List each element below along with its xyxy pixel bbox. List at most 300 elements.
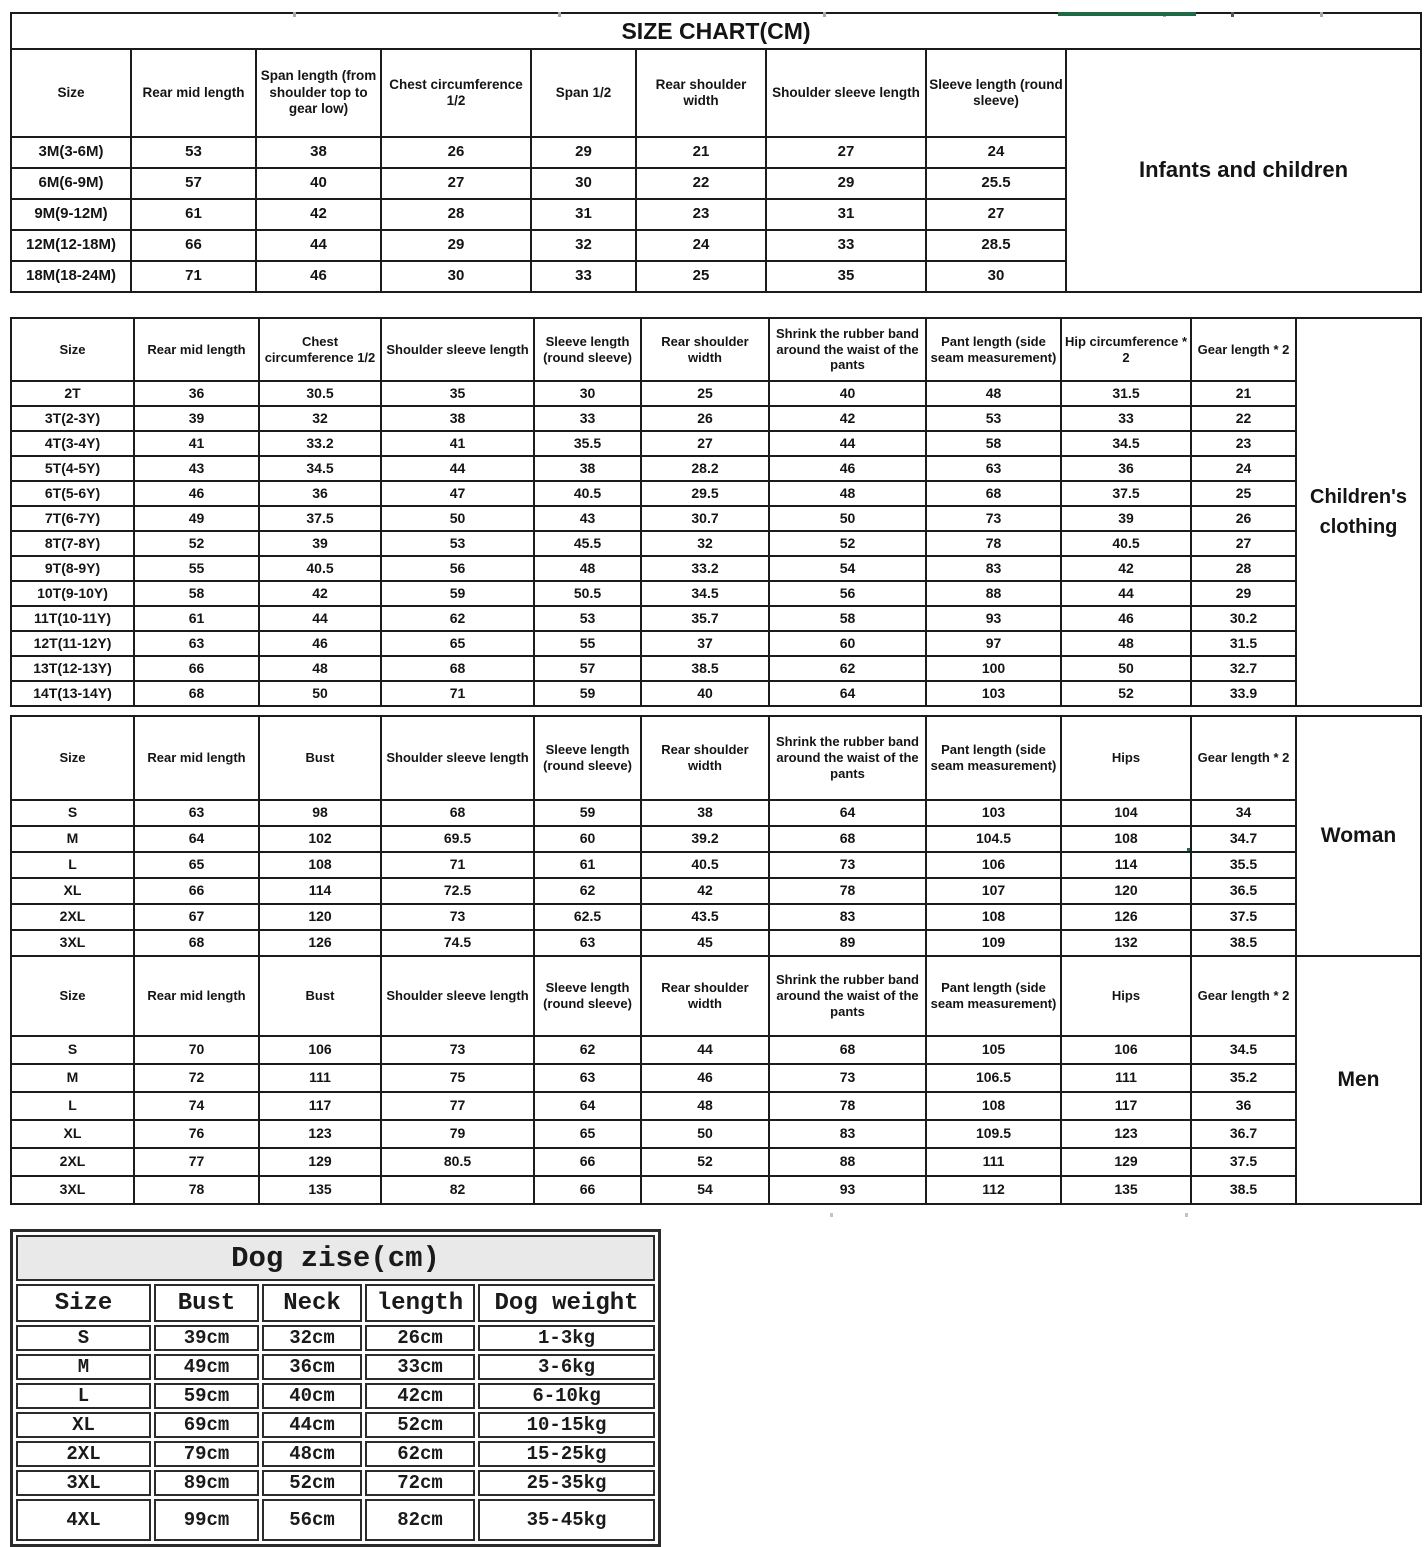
cell: 59	[381, 581, 534, 606]
cell: 37.5	[259, 506, 381, 531]
cell: 30	[926, 261, 1066, 292]
column-header: Rear shoulder width	[641, 716, 769, 800]
cell: 59cm	[154, 1383, 259, 1409]
cell: 56	[769, 581, 926, 606]
cell: 42	[769, 406, 926, 431]
cell: 26cm	[365, 1325, 475, 1351]
cell: 33.9	[1191, 681, 1296, 706]
size-cell: L	[16, 1383, 151, 1409]
cell: 93	[769, 1176, 926, 1204]
cell: 45	[641, 930, 769, 956]
cell: 28.2	[641, 456, 769, 481]
column-header: Dog weight	[478, 1284, 655, 1322]
cell: 42	[641, 878, 769, 904]
cell: 39	[259, 531, 381, 556]
cell: 50	[381, 506, 534, 531]
cell: 80.5	[381, 1148, 534, 1176]
cell: 69cm	[154, 1412, 259, 1438]
cell: 37.5	[1191, 904, 1296, 930]
column-header: Hips	[1061, 716, 1191, 800]
cell: 66	[534, 1148, 641, 1176]
cell: 44	[256, 230, 381, 261]
cell: 47	[381, 481, 534, 506]
cell: 52	[1061, 681, 1191, 706]
size-cell: M	[16, 1354, 151, 1380]
cell: 112	[926, 1176, 1061, 1204]
cell: 34.5	[1191, 1036, 1296, 1064]
cell: 23	[1191, 431, 1296, 456]
column-header: Rear mid length	[134, 716, 259, 800]
size-cell: S	[11, 800, 134, 826]
cell: 135	[1061, 1176, 1191, 1204]
cell: 64	[534, 1092, 641, 1120]
cell: 98	[259, 800, 381, 826]
cell: 34	[1191, 800, 1296, 826]
cell: 103	[926, 681, 1061, 706]
size-cell: 2T	[11, 381, 134, 406]
cell: 26	[381, 137, 531, 168]
cell: 54	[641, 1176, 769, 1204]
cell: 42	[256, 199, 381, 230]
cell: 106	[926, 852, 1061, 878]
cell: 25	[636, 261, 766, 292]
cell: 57	[534, 656, 641, 681]
cell: 27	[1191, 531, 1296, 556]
cell: 77	[381, 1092, 534, 1120]
cell: 37.5	[1191, 1148, 1296, 1176]
cell: 114	[1061, 852, 1191, 878]
gridline-tick	[1320, 12, 1323, 17]
size-cell: L	[11, 1092, 134, 1120]
column-header: Shrink the rubber band around the waist of the pants	[769, 318, 926, 381]
cell: 61	[534, 852, 641, 878]
size-cell: 14T(13-14Y)	[11, 681, 134, 706]
cell: 78	[769, 878, 926, 904]
size-cell: 2XL	[11, 904, 134, 930]
cell: 44cm	[262, 1412, 362, 1438]
cell: 35.5	[534, 431, 641, 456]
column-header: Size	[11, 49, 131, 137]
cell: 29	[381, 230, 531, 261]
cell: 38.5	[641, 656, 769, 681]
cell: 33	[766, 230, 926, 261]
cell: 83	[926, 556, 1061, 581]
cell: 24	[1191, 456, 1296, 481]
cell: 63	[534, 930, 641, 956]
size-cell: 8T(7-8Y)	[11, 531, 134, 556]
cell: 50.5	[534, 581, 641, 606]
column-header: Bust	[259, 956, 381, 1036]
size-cell: XL	[16, 1412, 151, 1438]
dog-table-title: Dog zise(cm)	[16, 1235, 655, 1281]
cell: 63	[134, 631, 259, 656]
column-header: Shrink the rubber band around the waist of the pants	[769, 716, 926, 800]
group-label-woman: Woman	[1296, 716, 1421, 956]
column-header: Sleeve length (round sleeve)	[534, 956, 641, 1036]
cell: 10-15kg	[478, 1412, 655, 1438]
cell: 36	[259, 481, 381, 506]
cell: 82	[381, 1176, 534, 1204]
cell: 52	[134, 531, 259, 556]
cell: 62	[534, 1036, 641, 1064]
cell: 30	[531, 168, 636, 199]
group-label-men: Men	[1296, 956, 1421, 1204]
cell: 34.5	[641, 581, 769, 606]
gridline-tick	[823, 12, 826, 17]
cell: 15-25kg	[478, 1441, 655, 1467]
column-header: Size	[16, 1284, 151, 1322]
cell: 52cm	[365, 1412, 475, 1438]
cell: 68	[926, 481, 1061, 506]
cell: 72.5	[381, 878, 534, 904]
cell: 67	[134, 904, 259, 930]
cell: 29.5	[641, 481, 769, 506]
cell: 31	[766, 199, 926, 230]
column-header: Pant length (side seam measurement)	[926, 716, 1061, 800]
cell: 53	[381, 531, 534, 556]
cell: 30	[381, 261, 531, 292]
cell: 89	[769, 930, 926, 956]
cell: 71	[381, 852, 534, 878]
cell: 62.5	[534, 904, 641, 930]
cell: 48	[1061, 631, 1191, 656]
column-header: Pant length (side seam measurement)	[926, 318, 1061, 381]
cell: 33	[1061, 406, 1191, 431]
cell: 26	[641, 406, 769, 431]
cell: 126	[1061, 904, 1191, 930]
cell: 46	[1061, 606, 1191, 631]
cell: 114	[259, 878, 381, 904]
cell: 32	[531, 230, 636, 261]
cell: 36	[1191, 1092, 1296, 1120]
cell: 123	[259, 1120, 381, 1148]
children-size-table	[10, 317, 1422, 707]
cell: 68	[381, 656, 534, 681]
cell: 34.5	[1061, 431, 1191, 456]
cell: 61	[131, 199, 256, 230]
cell: 38	[641, 800, 769, 826]
cell: 126	[259, 930, 381, 956]
cell: 106	[1061, 1036, 1191, 1064]
cell: 57	[131, 168, 256, 199]
cell: 32cm	[262, 1325, 362, 1351]
cell: 26	[1191, 506, 1296, 531]
column-header: Rear shoulder width	[641, 318, 769, 381]
cell: 27	[641, 431, 769, 456]
cell: 31.5	[1061, 381, 1191, 406]
cell: 69.5	[381, 826, 534, 852]
cell: 103	[926, 800, 1061, 826]
cell: 27	[381, 168, 531, 199]
cell: 88	[769, 1148, 926, 1176]
cell: 44	[1061, 581, 1191, 606]
cell: 38.5	[1191, 1176, 1296, 1204]
column-header: Sleeve length (round sleeve)	[926, 49, 1066, 137]
cell: 55	[134, 556, 259, 581]
cell: 58	[769, 606, 926, 631]
cell: 129	[1061, 1148, 1191, 1176]
column-header: Bust	[259, 716, 381, 800]
cell: 50	[641, 1120, 769, 1148]
cell: 93	[926, 606, 1061, 631]
size-cell: 13T(12-13Y)	[11, 656, 134, 681]
column-header: Shoulder sleeve length	[381, 716, 534, 800]
cell: 24	[926, 137, 1066, 168]
cell: 54	[769, 556, 926, 581]
cell: 40	[641, 681, 769, 706]
cell: 25.5	[926, 168, 1066, 199]
gridline-tick	[830, 1213, 833, 1217]
cell: 40.5	[1061, 531, 1191, 556]
gridline-tick	[293, 12, 296, 17]
cell: 63	[926, 456, 1061, 481]
column-header: Hip circumference * 2	[1061, 318, 1191, 381]
cell: 108	[926, 904, 1061, 930]
cell: 68	[381, 800, 534, 826]
cell: 40	[769, 381, 926, 406]
column-header: length	[365, 1284, 475, 1322]
cell: 45.5	[534, 531, 641, 556]
cell: 30.7	[641, 506, 769, 531]
cell: 64	[769, 800, 926, 826]
cell: 109.5	[926, 1120, 1061, 1148]
column-header: Chest circumference 1/2	[259, 318, 381, 381]
cell: 82cm	[365, 1499, 475, 1541]
column-header: Sleeve length (round sleeve)	[534, 318, 641, 381]
size-cell: 18M(18-24M)	[11, 261, 131, 292]
cell: 53	[131, 137, 256, 168]
column-header: Span 1/2	[531, 49, 636, 137]
size-cell: L	[11, 852, 134, 878]
size-cell: 12M(12-18M)	[11, 230, 131, 261]
cell: 79cm	[154, 1441, 259, 1467]
cell: 62	[534, 878, 641, 904]
cell: 49cm	[154, 1354, 259, 1380]
cell: 135	[259, 1176, 381, 1204]
cell: 99cm	[154, 1499, 259, 1541]
cell: 29	[1191, 581, 1296, 606]
size-cell: 5T(4-5Y)	[11, 456, 134, 481]
cell: 68	[769, 826, 926, 852]
cell: 28.5	[926, 230, 1066, 261]
cell: 40cm	[262, 1383, 362, 1409]
cell: 40.5	[259, 556, 381, 581]
cell: 40	[256, 168, 381, 199]
cell: 50	[769, 506, 926, 531]
cell: 68	[769, 1036, 926, 1064]
cell: 78	[134, 1176, 259, 1204]
men-size-table	[10, 955, 1422, 1205]
cell: 1-3kg	[478, 1325, 655, 1351]
gridline-tick	[1185, 1213, 1188, 1217]
cell: 38	[534, 456, 641, 481]
column-header: Gear length * 2	[1191, 318, 1296, 381]
cell: 72cm	[365, 1470, 475, 1496]
cell: 6-10kg	[478, 1383, 655, 1409]
size-cell: M	[11, 1064, 134, 1092]
group-label-infants: Infants and children	[1066, 49, 1421, 292]
cell: 44	[381, 456, 534, 481]
cell: 41	[134, 431, 259, 456]
cell: 22	[1191, 406, 1296, 431]
cell: 43	[534, 506, 641, 531]
cell: 68	[134, 681, 259, 706]
cell: 32.7	[1191, 656, 1296, 681]
cell: 35	[381, 381, 534, 406]
cell: 36.5	[1191, 878, 1296, 904]
cell: 60	[769, 631, 926, 656]
size-cell: 12T(11-12Y)	[11, 631, 134, 656]
cell: 53	[534, 606, 641, 631]
cell: 104	[1061, 800, 1191, 826]
size-cell: XL	[11, 878, 134, 904]
column-header: Span length (from shoulder top to gear low)	[256, 49, 381, 137]
gridline-tick	[1231, 12, 1234, 17]
cell: 35	[766, 261, 926, 292]
cell: 120	[259, 904, 381, 930]
size-cell: 7T(6-7Y)	[11, 506, 134, 531]
cell: 74	[134, 1092, 259, 1120]
cell: 111	[926, 1148, 1061, 1176]
cell: 89cm	[154, 1470, 259, 1496]
cell: 44	[259, 606, 381, 631]
cell: 36cm	[262, 1354, 362, 1380]
cell: 66	[134, 878, 259, 904]
column-header: Neck	[262, 1284, 362, 1322]
size-cell: M	[11, 826, 134, 852]
cell: 30	[534, 381, 641, 406]
cell: 65	[381, 631, 534, 656]
cell: 41	[381, 431, 534, 456]
size-cell: 4XL	[16, 1499, 151, 1541]
cell: 66	[534, 1176, 641, 1204]
cell: 42	[1061, 556, 1191, 581]
column-header: Rear mid length	[134, 956, 259, 1036]
cell: 52cm	[262, 1470, 362, 1496]
cell: 35.2	[1191, 1064, 1296, 1092]
cell: 106	[259, 1036, 381, 1064]
dog-size-table	[10, 1229, 661, 1547]
cell: 48cm	[262, 1441, 362, 1467]
cell: 63	[134, 800, 259, 826]
cell: 78	[926, 531, 1061, 556]
column-header: Gear length * 2	[1191, 716, 1296, 800]
cell: 33cm	[365, 1354, 475, 1380]
cell: 34.5	[259, 456, 381, 481]
cell: 31.5	[1191, 631, 1296, 656]
cell: 108	[926, 1092, 1061, 1120]
size-cell: 11T(10-11Y)	[11, 606, 134, 631]
cell: 60	[534, 826, 641, 852]
column-header: Size	[11, 318, 134, 381]
cell: 30.5	[259, 381, 381, 406]
cell: 46	[134, 481, 259, 506]
cell: 46	[259, 631, 381, 656]
cell: 76	[134, 1120, 259, 1148]
column-header: Size	[11, 716, 134, 800]
cell: 70	[134, 1036, 259, 1064]
column-header: Bust	[154, 1284, 259, 1322]
cell: 36	[1061, 456, 1191, 481]
size-cell: S	[11, 1036, 134, 1064]
cell: 34.7	[1191, 826, 1296, 852]
cell: 39	[1061, 506, 1191, 531]
cell: 33.2	[259, 431, 381, 456]
column-header: Shoulder sleeve length	[766, 49, 926, 137]
cell: 33	[534, 406, 641, 431]
cell: 117	[259, 1092, 381, 1120]
cell: 48	[534, 556, 641, 581]
cell: 24	[636, 230, 766, 261]
cell: 50	[1061, 656, 1191, 681]
size-cell: 9M(9-12M)	[11, 199, 131, 230]
cell: 36.7	[1191, 1120, 1296, 1148]
cell: 105	[926, 1036, 1061, 1064]
cell: 44	[641, 1036, 769, 1064]
cell: 79	[381, 1120, 534, 1148]
cell: 36	[134, 381, 259, 406]
cell: 58	[134, 581, 259, 606]
cell: 63	[534, 1064, 641, 1092]
cell: 50	[259, 681, 381, 706]
size-cell: 3M(3-6M)	[11, 137, 131, 168]
selected-cell: 108	[1061, 826, 1191, 852]
cell: 38	[381, 406, 534, 431]
cell: 49	[134, 506, 259, 531]
cell: 62cm	[365, 1441, 475, 1467]
column-header: Shoulder sleeve length	[381, 956, 534, 1036]
cell: 23	[636, 199, 766, 230]
cell: 43.5	[641, 904, 769, 930]
cell: 21	[1191, 381, 1296, 406]
cell: 39.2	[641, 826, 769, 852]
cell: 72	[134, 1064, 259, 1092]
infants-size-table	[10, 12, 1422, 293]
cell: 73	[381, 904, 534, 930]
cell: 35.5	[1191, 852, 1296, 878]
size-cell: 3T(2-3Y)	[11, 406, 134, 431]
size-cell: 3XL	[11, 930, 134, 956]
cell: 71	[131, 261, 256, 292]
cell: 56cm	[262, 1499, 362, 1541]
cell: 52	[769, 531, 926, 556]
size-cell: 10T(9-10Y)	[11, 581, 134, 606]
size-chart-sheet	[0, 12, 1428, 1531]
cell: 100	[926, 656, 1061, 681]
cell: 22	[636, 168, 766, 199]
cell: 62	[381, 606, 534, 631]
cell: 39cm	[154, 1325, 259, 1351]
cell: 66	[131, 230, 256, 261]
cell: 111	[259, 1064, 381, 1092]
cell: 3-6kg	[478, 1354, 655, 1380]
cell: 46	[641, 1064, 769, 1092]
cell: 35.7	[641, 606, 769, 631]
size-cell: 2XL	[16, 1441, 151, 1467]
cell: 77	[134, 1148, 259, 1176]
cell: 102	[259, 826, 381, 852]
cell: 30.2	[1191, 606, 1296, 631]
cell: 65	[534, 1120, 641, 1148]
column-header: Rear mid length	[134, 318, 259, 381]
cell: 27	[926, 199, 1066, 230]
size-cell: S	[16, 1325, 151, 1351]
column-header: Sleeve length (round sleeve)	[534, 716, 641, 800]
column-header: Shoulder sleeve length	[381, 318, 534, 381]
cell: 48	[769, 481, 926, 506]
cell: 25-35kg	[478, 1470, 655, 1496]
cell: 38	[256, 137, 381, 168]
